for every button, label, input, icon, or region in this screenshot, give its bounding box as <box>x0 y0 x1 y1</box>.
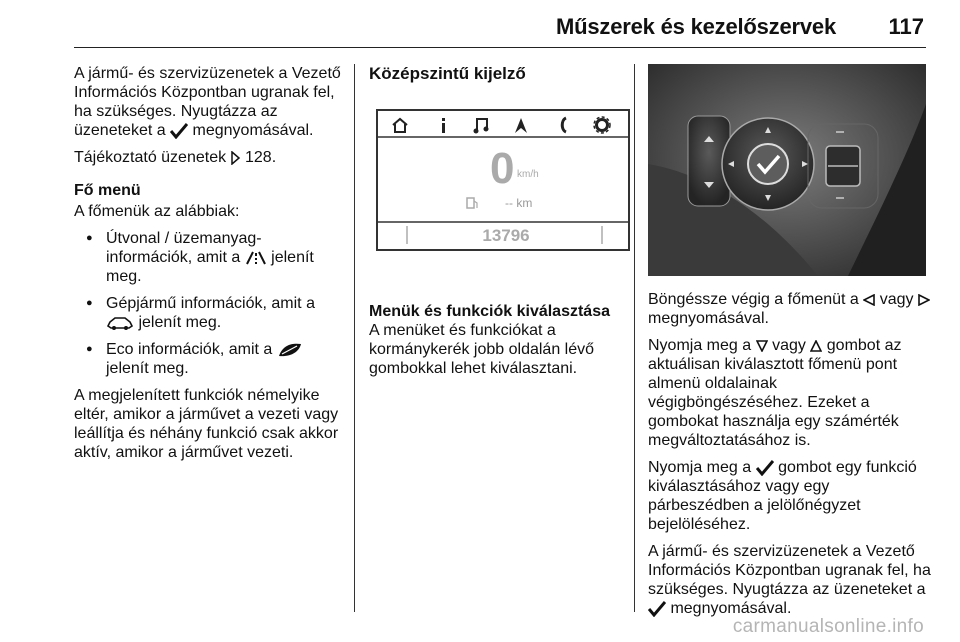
display-screen <box>369 109 631 252</box>
list-item-text: jelenít meg. <box>106 360 189 377</box>
range-value: -- km <box>505 196 533 210</box>
speed-unit: km/h <box>517 169 539 180</box>
info-icon <box>442 118 445 133</box>
paragraph-functions: A megjelenített funkciók némelyike eltér, amikor a járművet a vezeti vagy leállítja és néhány funkció csak akkor aktív, amikor a járművet vezeti. <box>74 387 339 461</box>
paragraph-text: vagy <box>772 337 806 354</box>
checkmark-icon <box>756 460 774 476</box>
triangle-right-icon <box>918 294 930 306</box>
steering-wheel-photo <box>648 64 926 276</box>
page-header <box>74 0 926 48</box>
page-number: 117 <box>888 14 924 39</box>
list-item <box>74 340 346 378</box>
fuel-pump-icon <box>467 198 477 208</box>
column-divider <box>354 64 355 612</box>
paragraph-text: Böngéssze végig a főmenüt a <box>648 291 859 308</box>
column-middle <box>369 64 631 386</box>
paragraph-text: vagy <box>879 291 914 308</box>
list-item <box>74 229 346 286</box>
triangle-left-icon <box>863 294 875 306</box>
list-item-text: Útvonal / üzemanyag-információk, amit a <box>106 230 262 266</box>
paragraph-text: A jármű- és szervizüzenetek a Vezető Információs Központban ugranak fel, ha szükséges. Nyugtázza az üzeneteket a <box>648 543 931 598</box>
steering-wheel-controls <box>648 64 926 276</box>
display-illustration <box>369 109 631 252</box>
paragraph-messages <box>648 542 933 618</box>
column-left <box>74 64 346 470</box>
header-title: Műszerek és kezelőszervek <box>556 14 836 39</box>
speed-value: 0 <box>490 144 515 193</box>
reference-arrow-icon <box>231 151 241 165</box>
section-title: Középszintű kijelző <box>369 64 526 83</box>
music-icon <box>474 119 489 134</box>
paragraph-menu-selection: A menüket és funkciókat a kormánykerék jobb oldalán lévő gombokkal lehet kiválasztani. <box>369 322 595 377</box>
main-menu-intro: A főmenük az alábbiak: <box>74 203 240 220</box>
paragraph-text: megnyomásával. <box>648 310 769 327</box>
phone-icon <box>562 118 566 132</box>
triangle-down-icon <box>756 340 768 352</box>
odometer-value: 13796 <box>482 226 530 245</box>
column-right <box>648 64 933 626</box>
list-item-text: jelenít meg. <box>138 314 222 331</box>
paragraph-text: Nyomja meg a <box>648 459 752 476</box>
page-reference[interactable]: 128. <box>245 149 277 166</box>
subheading-menu-selection: Menük és funkciók kiválasztása <box>369 303 610 320</box>
checkmark-icon <box>648 601 666 617</box>
watermark: carmanualsonline.info <box>732 616 924 637</box>
column-divider <box>634 64 635 612</box>
paragraph-reference <box>74 148 346 167</box>
list-item-text: Eco információk, amit a <box>106 341 273 358</box>
paragraph-browse <box>648 290 933 328</box>
paragraph-text: gombot az aktuálisan kiválasztott főmenü pont almenü oldalainak végigböngészéséhez. Ezeket a gombokat használja egy számérték megváltoztatásához is. <box>648 337 902 449</box>
road-icon <box>245 250 267 266</box>
paragraph-text: gombot egy funkció kiválasztásához vagy egy párbeszédben a jelölőnégyzet bejelöléséhez. <box>648 459 917 533</box>
home-icon <box>393 119 407 132</box>
eco-leaf-icon <box>277 342 303 358</box>
paragraph-select <box>648 458 933 534</box>
paragraph-text: megnyomásával. <box>670 600 792 617</box>
paragraph-submenu <box>648 336 933 450</box>
heading-main-menu: Fő menü <box>74 182 141 199</box>
settings-icon <box>594 117 610 133</box>
list-item-text: jelenít meg. <box>106 249 314 285</box>
paragraph-messages <box>74 64 346 140</box>
paragraph-text: megnyomásával. <box>192 122 314 139</box>
triangle-up-icon <box>810 340 822 352</box>
paragraph-text: A jármű- és szervizüzenetek a Vezető Információs Központban ugranak fel, ha szükséges. Nyugtázza az üzeneteket a <box>74 65 341 139</box>
checkmark-icon <box>170 123 188 139</box>
paragraph-text: Nyomja meg a <box>648 337 752 354</box>
navigation-icon <box>515 118 527 133</box>
main-menu-list <box>74 229 346 378</box>
car-icon <box>106 315 134 331</box>
list-item-text: Gépjármű információk, amit a <box>106 295 315 312</box>
list-item <box>74 294 346 332</box>
reference-text: Tájékoztató üzenetek <box>74 149 227 166</box>
